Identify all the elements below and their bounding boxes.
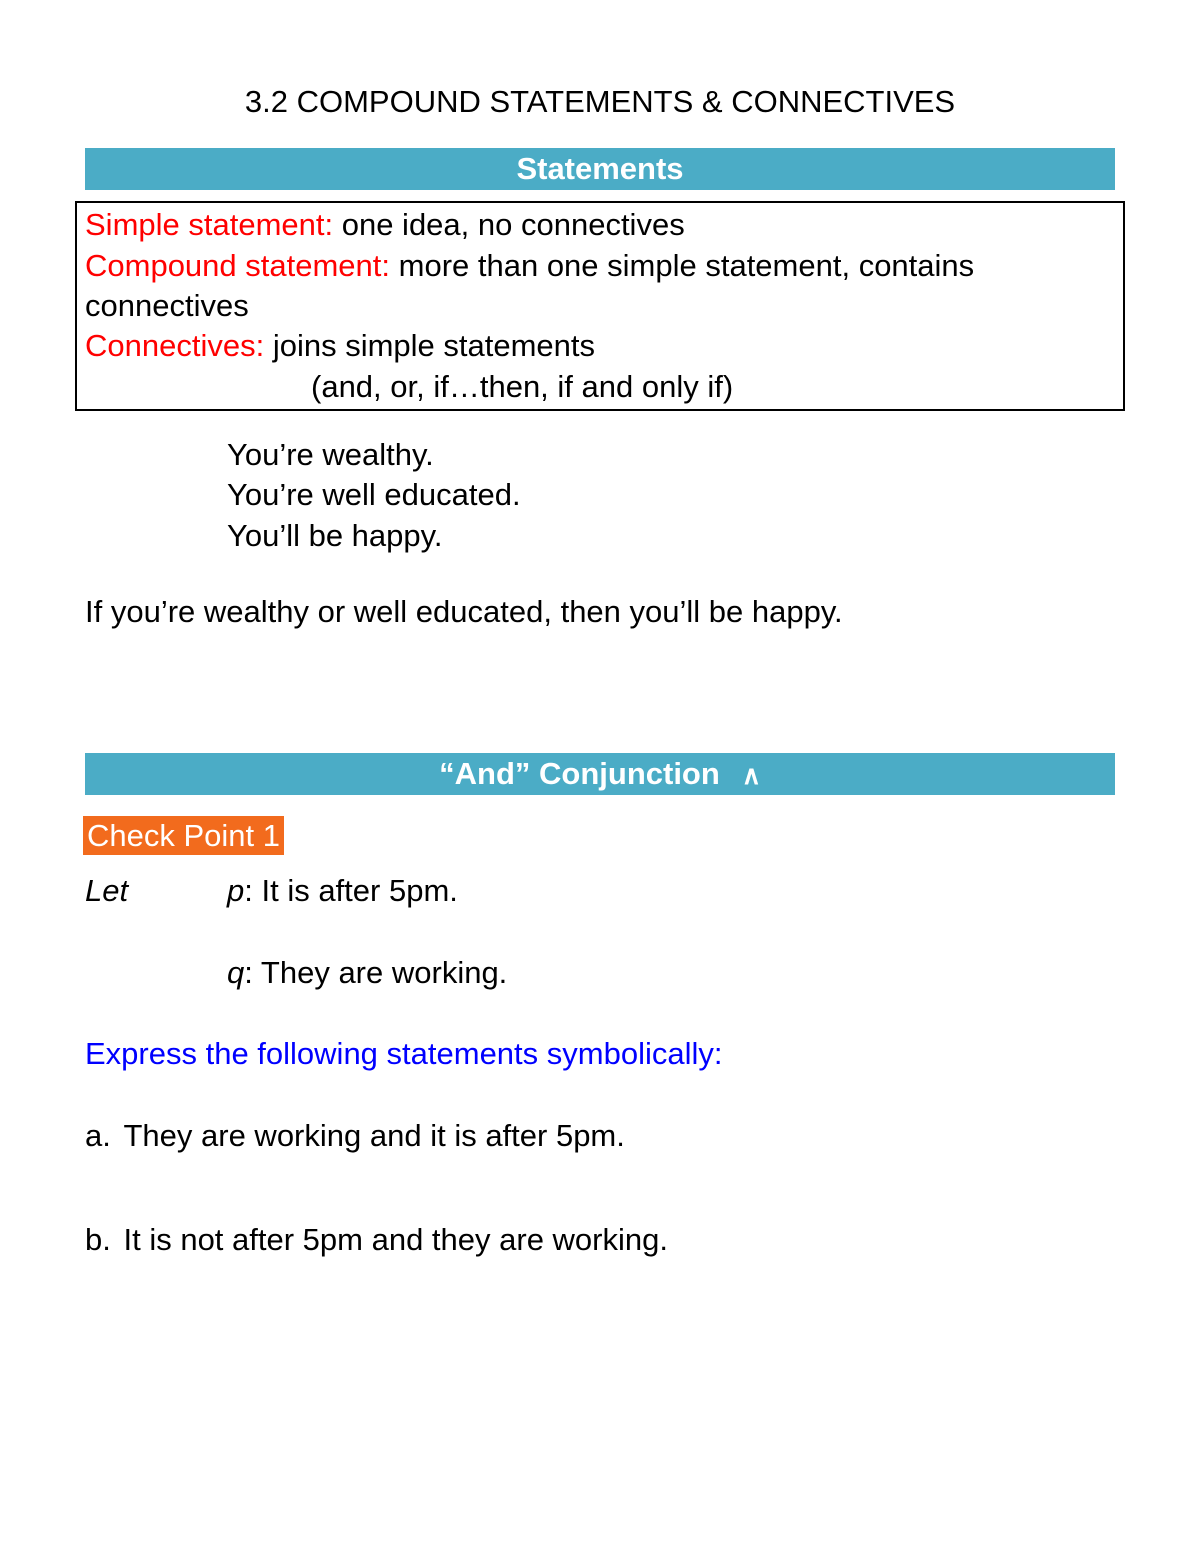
let-word: Let (85, 873, 129, 908)
compound-statement-desc: more than one simple statement, contains (390, 248, 975, 283)
compound-statement-desc-cont: connectives (85, 288, 249, 323)
item-a-label: a. (85, 1118, 111, 1153)
p-variable: p (227, 873, 245, 908)
simple-statement-definition (85, 207, 685, 243)
connectives-desc: joins simple statements (264, 328, 596, 363)
checkpoint-badge (83, 818, 284, 854)
and-conjunction-header (85, 753, 1115, 795)
example-line-3: You’ll be happy. (227, 518, 443, 553)
checkpoint-label: Check Point 1 (83, 816, 284, 855)
and-conjunction-heading: “And” Conjunction (439, 756, 720, 791)
statements-header (85, 148, 1115, 190)
compound-example: If you’re wealthy or well educated, then you’ll be happy. (85, 594, 843, 629)
item-b-text: It is not after 5pm and they are working. (123, 1222, 668, 1257)
compound-statement-term: Compound statement: (85, 248, 391, 283)
page-title: 3.2 COMPOUND STATEMENTS & CONNECTIVES (244, 84, 956, 119)
q-text: : They are working. (244, 955, 508, 990)
simple-statement-term: Simple statement: (85, 207, 334, 242)
compound-statement-definition (85, 248, 974, 284)
p-text: : It is after 5pm. (244, 873, 458, 908)
statements-heading: Statements (516, 151, 684, 186)
exercise-item-a (85, 1118, 625, 1154)
item-a-text: They are working and it is after 5pm. (123, 1118, 625, 1153)
connectives-definition (85, 328, 595, 364)
connectives-list: (and, or, if…then, if and only if) (311, 369, 734, 404)
example-line-2: You’re well educated. (227, 477, 521, 512)
exercise-item-b (85, 1222, 668, 1258)
instruction-text: Express the following statements symbolically: (85, 1036, 723, 1071)
q-definition (227, 955, 507, 991)
q-variable: q (227, 955, 245, 990)
item-b-label: b. (85, 1222, 111, 1257)
connectives-term: Connectives: (85, 328, 265, 363)
p-definition (227, 873, 458, 909)
simple-statement-desc: one idea, no connectives (333, 207, 685, 242)
example-line-1: You’re wealthy. (227, 437, 434, 472)
conjunction-symbol: ∧ (741, 760, 761, 790)
